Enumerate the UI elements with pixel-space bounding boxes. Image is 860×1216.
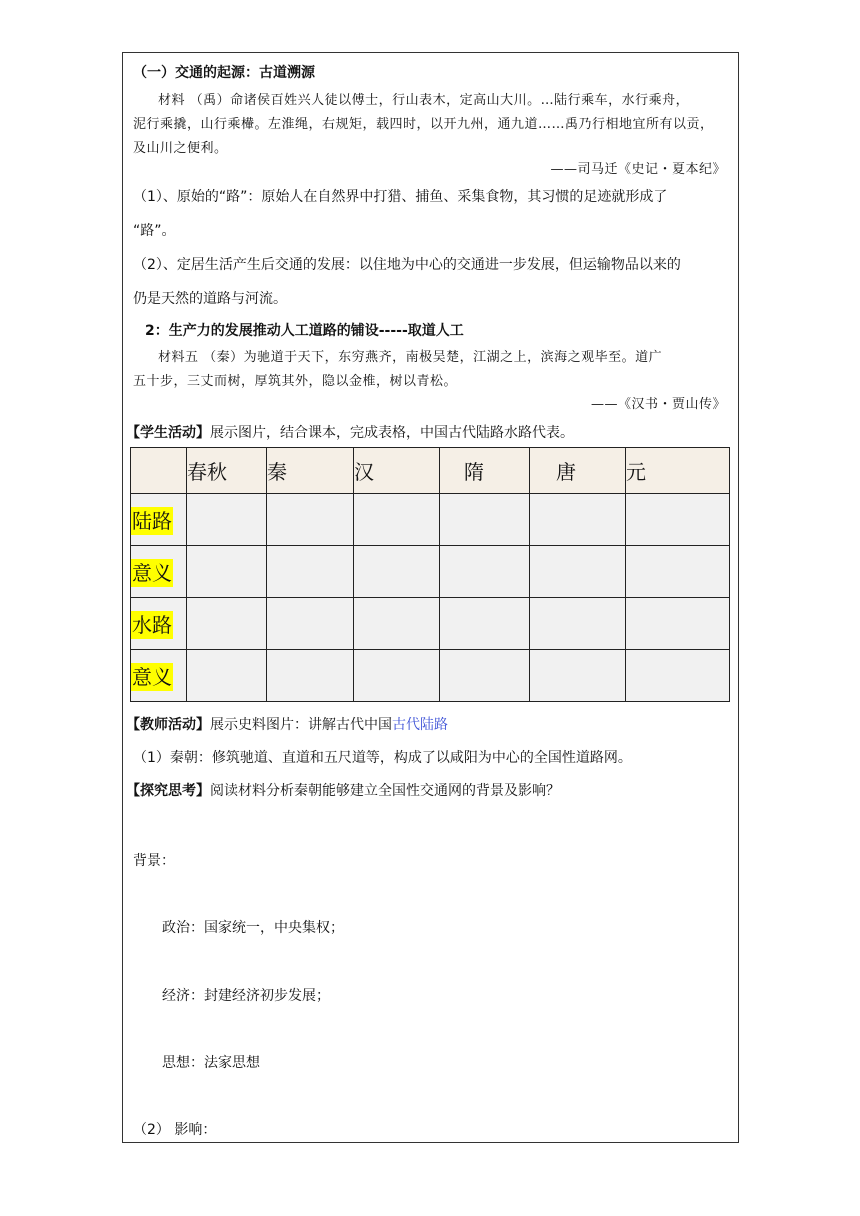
point-primitive-road-line2: “路”。 [133, 223, 176, 239]
table-cell[interactable] [530, 546, 626, 598]
background-thought: 思想：法家思想 [162, 1055, 260, 1071]
ancient-roads-link[interactable]: 古代陆路 [392, 717, 448, 733]
student-activity-tag: 【学生活动】 [126, 425, 210, 441]
student-activity [126, 422, 574, 442]
table-row-label-significance-2: 意义 [131, 650, 187, 702]
teacher-activity-tag: 【教师活动】 [126, 717, 210, 733]
material-five-line2: 五十步，三丈而树，厚筑其外，隐以金椎，树以青松。 [133, 374, 458, 389]
material-five-source: ——《汉书・贾山传》 [590, 397, 726, 412]
inquiry-text: 阅读材料分析秦朝能够建立全国性交通网的背景及影响？ [210, 783, 560, 799]
table-cell[interactable] [187, 650, 267, 702]
table-cell[interactable] [626, 494, 730, 546]
table-cell[interactable] [354, 650, 440, 702]
table-cell[interactable] [354, 494, 440, 546]
table-row [131, 546, 730, 598]
table-cell[interactable] [267, 598, 354, 650]
table-cell[interactable] [626, 650, 730, 702]
point-settlement-line2: 仍是天然的道路与河流。 [133, 291, 287, 307]
background-politics: 政治：国家统一，中央集权； [162, 920, 344, 936]
section-heading-origin: （一）交通的起源：古道溯源 [133, 65, 315, 81]
table-corner-cell [131, 448, 187, 494]
table-row-label-significance: 意义 [131, 546, 187, 598]
table-cell[interactable] [267, 546, 354, 598]
table-header-qin: 秦 [267, 448, 354, 494]
table-cell[interactable] [440, 598, 530, 650]
table-cell[interactable] [440, 494, 530, 546]
table-cell[interactable] [187, 546, 267, 598]
table-header-yuan: 元 [626, 448, 730, 494]
impact-label: （2） 影响： [133, 1122, 217, 1138]
table-cell[interactable] [530, 598, 626, 650]
student-activity-text: 展示图片，结合课本，完成表格，中国古代陆路水路代表。 [210, 425, 574, 441]
material-yu-line2: 泥行乘撬，山行乘檋。左淮绳，右规矩，载四时，以开九州，通九道……禹乃行相地宜所有以贡， [133, 117, 714, 132]
material-five-line1: 材料五 （秦）为驰道于天下，东穷燕齐，南极吴楚，江湖之上，滨海之观毕至。道广 [158, 350, 663, 365]
table-header-tang: 唐 [530, 448, 626, 494]
table-row [131, 650, 730, 702]
table-cell[interactable] [626, 598, 730, 650]
material-yu-line3: 及山川之便利。 [133, 141, 228, 156]
background-label: 背景： [133, 853, 175, 869]
table-cell[interactable] [267, 650, 354, 702]
inquiry-question [126, 780, 560, 800]
table-cell[interactable] [267, 494, 354, 546]
table-row [131, 598, 730, 650]
table-cell[interactable] [354, 598, 440, 650]
table-cell[interactable] [530, 494, 626, 546]
table-header-han: 汉 [354, 448, 440, 494]
table-row-label-land: 陆路 [131, 494, 187, 546]
material-yu-line1: 材料 （禹）命诸侯百姓兴人徒以傅士，行山表木，定高山大川。…陆行乘车，水行乘舟， [158, 93, 690, 108]
background-economy: 经济：封建经济初步发展； [162, 988, 330, 1004]
roads-waterways-table [130, 447, 730, 702]
table-cell[interactable] [440, 650, 530, 702]
inquiry-tag: 【探究思考】 [126, 783, 210, 799]
table-cell[interactable] [187, 494, 267, 546]
section-heading-artificial-road: 2：生产力的发展推动人工道路的铺设-----取道人工 [145, 323, 464, 339]
teacher-activity [126, 714, 448, 734]
table-row-label-water: 水路 [131, 598, 187, 650]
point-settlement-line1: （2）、定居生活产生后交通的发展：以住地为中心的交通进一步发展，但运输物品以来的 [133, 257, 681, 273]
table-cell[interactable] [626, 546, 730, 598]
teacher-activity-text: 展示史料图片：讲解古代中国 [210, 717, 392, 733]
table-header-sui: 隋 [440, 448, 530, 494]
table-header-chunqiu: 春秋 [187, 448, 267, 494]
table-cell[interactable] [187, 598, 267, 650]
table-cell[interactable] [530, 650, 626, 702]
table-cell[interactable] [354, 546, 440, 598]
table-cell[interactable] [440, 546, 530, 598]
point-primitive-road-line1: （1）、原始的“路”：原始人在自然界中打猎、捕鱼、采集食物，其习惯的足迹就形成了 [133, 189, 668, 205]
table-row [131, 494, 730, 546]
table-header-row [131, 448, 730, 494]
qin-roads-point: （1）秦朝：修筑驰道、直道和五尺道等，构成了以咸阳为中心的全国性道路网。 [133, 750, 632, 766]
material-yu-source: ——司马迁《史记・夏本纪》 [550, 162, 726, 177]
